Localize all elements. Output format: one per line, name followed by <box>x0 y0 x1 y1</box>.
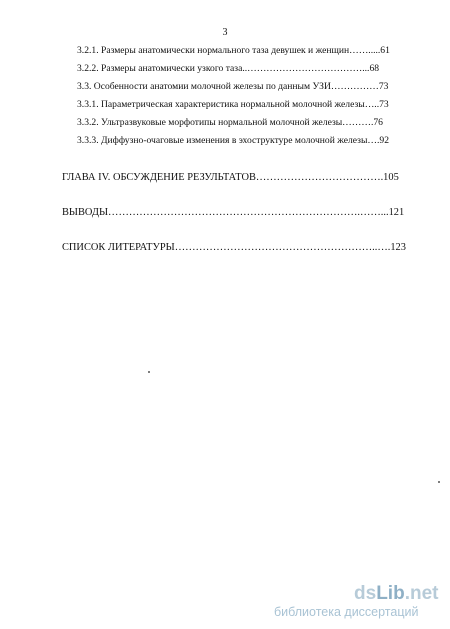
toc-entry-3-3-3: 3.3.3. Диффузно-очаговые изменения в эхоструктуре молочной железы….92 <box>77 135 389 146</box>
toc-entry-3-2-2: 3.2.2. Размеры анатомически узкого таза..………………………………...68 <box>77 63 380 74</box>
watermark-tagline: библиотека диссертаций <box>274 605 419 619</box>
toc-references: СПИСОК ЛИТЕРАТУРЫ…………………………………………………..….123 <box>62 242 406 253</box>
watermark <box>270 583 440 623</box>
scan-speck <box>438 481 440 483</box>
scan-speck <box>148 371 150 373</box>
toc-conclusions: ВЫВОДЫ……………………………………………………………….……...121 <box>62 207 405 218</box>
toc-entry-3-3: 3.3. Особенности анатомии молочной железы по данным УЗИ……………73 <box>77 81 389 92</box>
toc-entry-3-2-1: 3.2.1. Размеры анатомически нормального таза девушек и женщин…….....61 <box>77 45 390 56</box>
watermark-logo: dsLib.net <box>354 583 439 604</box>
toc-entry-3-3-1: 3.3.1. Параметрическая характеристика нормальной молочной железы…..73 <box>77 99 389 110</box>
toc-chapter-4: ГЛАВА IV. ОБСУЖДЕНИЕ РЕЗУЛЬТАТОВ……………………………….105 <box>62 172 399 183</box>
page-number: 3 <box>222 27 228 38</box>
toc-entry-3-3-2: 3.3.2. Ультразвуковые морфотипы нормальной молочной железы……….76 <box>77 117 383 128</box>
